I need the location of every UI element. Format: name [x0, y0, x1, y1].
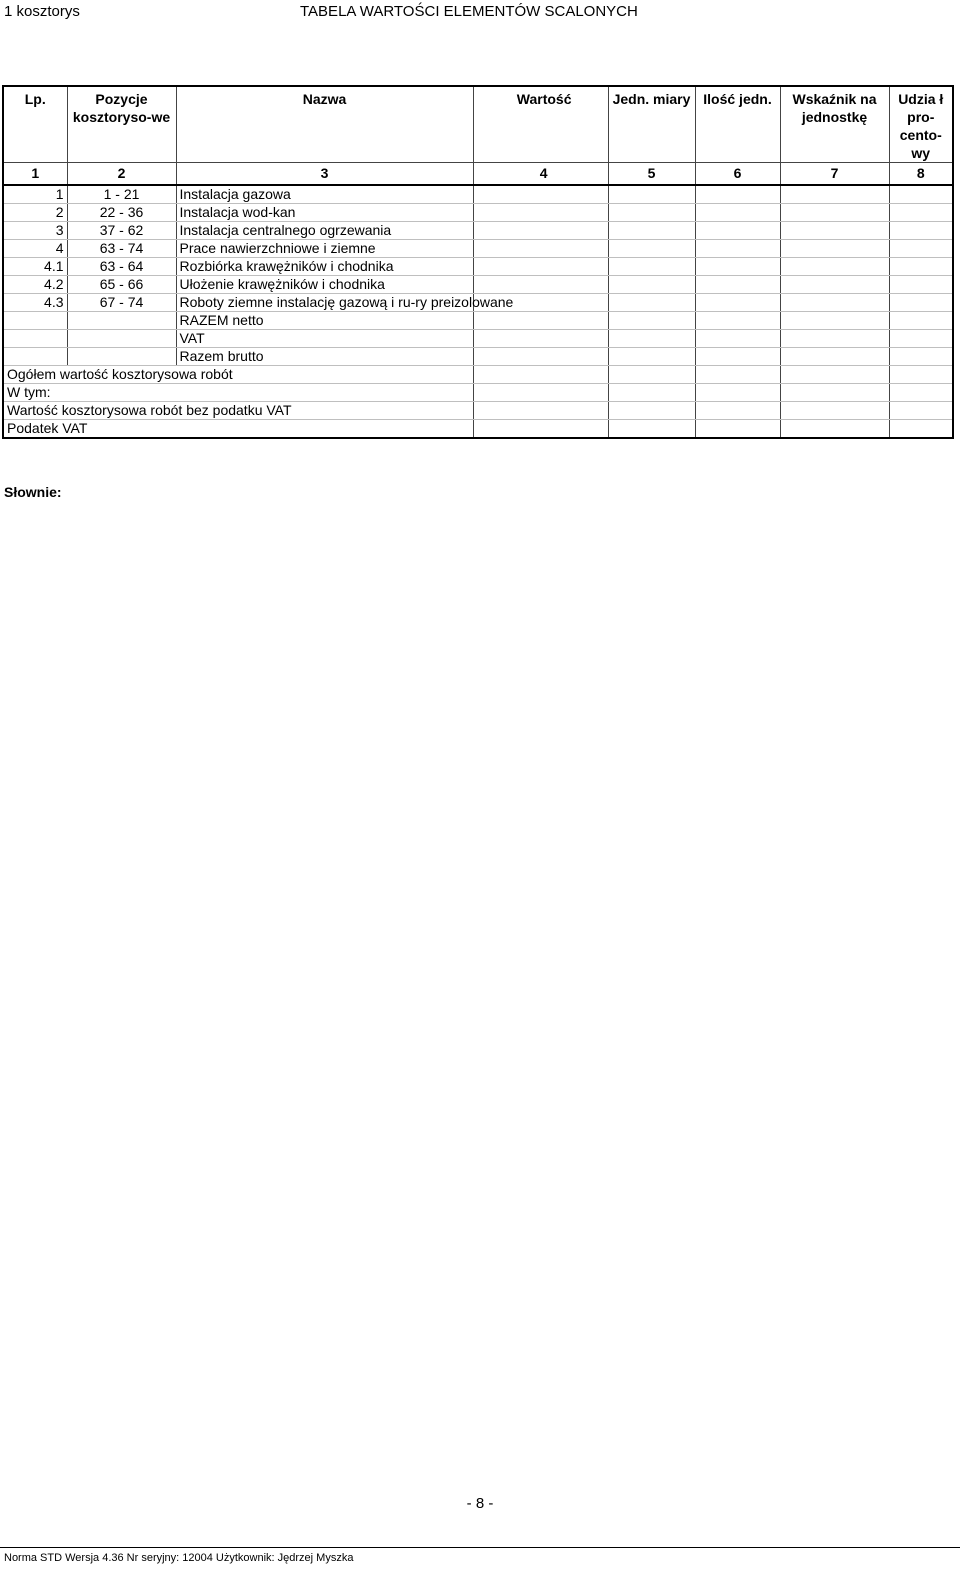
table-row	[3, 185, 953, 204]
col-header-nazwa: Nazwa	[176, 86, 473, 163]
totals-row-vat	[3, 330, 953, 348]
ogolem-label: Ogółem wartość kosztorysowa robót	[3, 366, 473, 384]
column-number: 2	[67, 163, 176, 186]
document-name: 1 kosztorys	[4, 3, 80, 20]
column-number: 7	[780, 163, 889, 186]
col-header-wskaznik: Wskaźnik na jednostkę	[780, 86, 889, 163]
column-number: 1	[3, 163, 67, 186]
col-header-lp: Lp.	[3, 86, 67, 163]
footer-text: Norma STD Wersja 4.36 Nr seryjny: 12004 Użytkownik: Jędrzej Myszka	[4, 1552, 354, 1564]
razem-netto-label: RAZEM netto	[176, 312, 473, 330]
row-name: Prace nawierzchniowe i ziemne	[176, 240, 473, 258]
table-row	[3, 276, 953, 294]
row-name: Instalacja centralnego ogrzewania	[176, 222, 473, 240]
row-positions: 63 - 74	[67, 240, 176, 258]
table-row	[3, 294, 953, 312]
row-name: Rozbiórka krawężników i chodnika	[176, 258, 473, 276]
podatek-label: Podatek VAT	[3, 420, 473, 439]
row-name: Roboty ziemne instalację gazową i ru-ry preizolowane	[176, 294, 473, 312]
row-lp: 3	[3, 222, 67, 240]
totals-row-netto	[3, 312, 953, 330]
vat-label: VAT	[176, 330, 473, 348]
row-name: Instalacja gazowa	[176, 185, 473, 204]
bez-vat-label: Wartość kosztorysowa robót bez podatku VAT	[3, 402, 473, 420]
page-header	[4, 3, 954, 23]
row-lp: 4.1	[3, 258, 67, 276]
col-header-wartosc: Wartość	[473, 86, 608, 163]
row-lp: 1	[3, 185, 67, 204]
page-title: TABELA WARTOŚCI ELEMENTÓW SCALONYCH	[300, 3, 638, 20]
table-row	[3, 222, 953, 240]
col-header-udzial: Udzia ł pro-cento-wy	[889, 86, 953, 163]
totals-row-brutto	[3, 348, 953, 366]
row-lp: 4	[3, 240, 67, 258]
col-header-jedn: Jedn. miary	[608, 86, 695, 163]
column-number-row	[3, 163, 953, 186]
column-number: 4	[473, 163, 608, 186]
row-lp: 4.2	[3, 276, 67, 294]
col-header-ilosc: Ilość jedn.	[695, 86, 780, 163]
summary-row-bez-vat	[3, 402, 953, 420]
column-number: 5	[608, 163, 695, 186]
col-header-pozycje: Pozycje kosztoryso-we	[67, 86, 176, 163]
table-row	[3, 204, 953, 222]
table-row	[3, 258, 953, 276]
row-name: Ułożenie krawężników i chodnika	[176, 276, 473, 294]
row-positions: 1 - 21	[67, 185, 176, 204]
column-number: 8	[889, 163, 953, 186]
column-number: 6	[695, 163, 780, 186]
page-number: - 8 -	[466, 1495, 494, 1512]
footer-divider	[0, 1547, 960, 1548]
w-tym-label: W tym:	[3, 384, 473, 402]
column-number: 3	[176, 163, 473, 186]
row-positions: 67 - 74	[67, 294, 176, 312]
slownie-label: Słownie:	[4, 484, 62, 500]
summary-row-ogolem	[3, 366, 953, 384]
razem-brutto-label: Razem brutto	[176, 348, 473, 366]
table-row	[3, 240, 953, 258]
elements-value-table	[2, 85, 954, 439]
row-positions: 37 - 62	[67, 222, 176, 240]
row-positions: 22 - 36	[67, 204, 176, 222]
row-lp: 2	[3, 204, 67, 222]
row-positions: 63 - 64	[67, 258, 176, 276]
row-positions: 65 - 66	[67, 276, 176, 294]
table-header-row	[3, 86, 953, 163]
summary-row-podatek	[3, 420, 953, 439]
row-name: Instalacja wod-kan	[176, 204, 473, 222]
row-lp: 4.3	[3, 294, 67, 312]
summary-row-w-tym	[3, 384, 953, 402]
